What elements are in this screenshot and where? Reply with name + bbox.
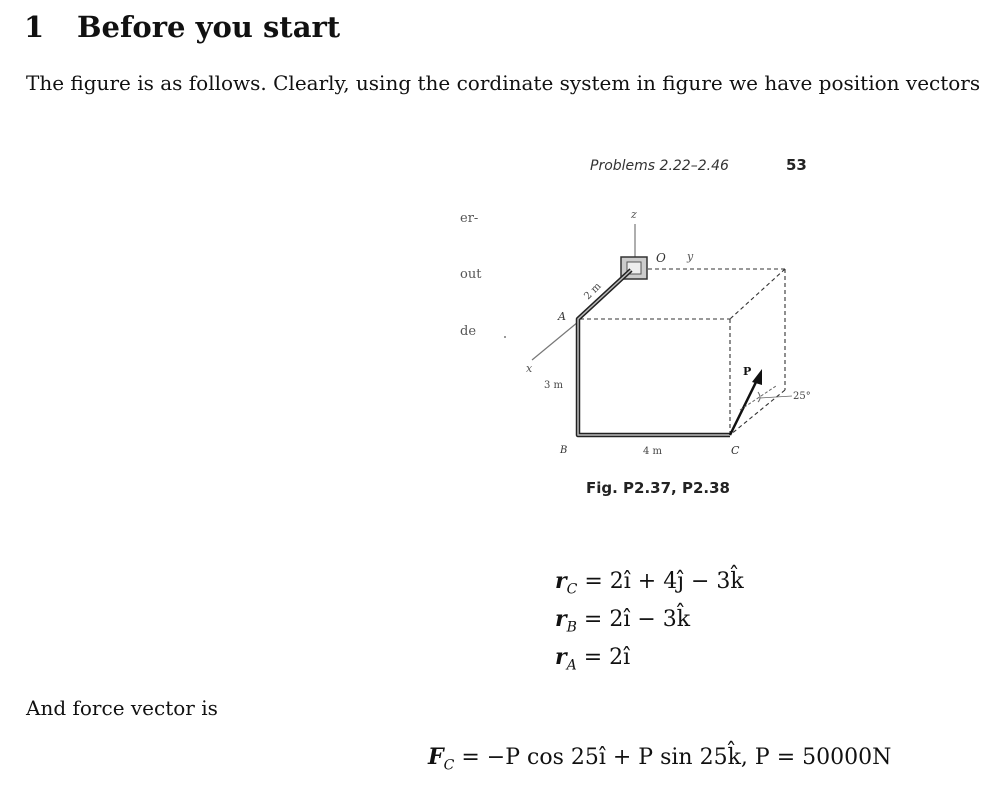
figure-page-number: 53 — [786, 156, 807, 174]
equation-rC — [555, 562, 744, 600]
force-arrow — [730, 378, 758, 435]
eq-rhs: = 2î + 4ĵ − 3k̂ — [584, 569, 744, 594]
textbook-figure — [440, 120, 840, 510]
label-2m: 2 m — [582, 280, 604, 303]
equation-rA — [555, 638, 744, 676]
eq-symbol: r — [555, 606, 567, 632]
section-title: Before you start — [77, 10, 341, 44]
force-arrowhead — [752, 369, 762, 385]
label-P: P — [743, 365, 752, 378]
eq-subscript: B — [566, 619, 577, 636]
label-angle: 25° — [793, 391, 811, 402]
label-A: A — [558, 310, 566, 323]
label-x: x — [526, 362, 533, 375]
eq-symbol: r — [555, 644, 567, 670]
margin-fragment: out — [460, 267, 482, 282]
margin-fragment: de — [460, 324, 477, 339]
eq-rhs: = −P cos 25î + P sin 25k̂, P = 50000N — [461, 745, 892, 770]
force-equation — [428, 744, 891, 773]
figure-header: Problems 2.22–2.46 — [590, 158, 729, 174]
eq-subscript: A — [566, 657, 577, 674]
label-C: C — [731, 444, 740, 457]
label-y: y — [687, 250, 694, 263]
bent-bar — [578, 270, 730, 435]
label-z: z — [631, 208, 637, 221]
position-equations — [555, 562, 744, 676]
label-B: B — [560, 445, 568, 456]
label-O: O — [656, 251, 666, 265]
x-axis — [532, 322, 578, 360]
label-3m: 3 m — [544, 380, 564, 391]
label-4m: 4 m — [643, 446, 663, 457]
eq-subscript: C — [566, 581, 578, 598]
box-dashed-edges — [580, 269, 785, 435]
intro-paragraph: The figure is as follows. Clearly, using the cordinate system in figure we have position vectors — [26, 71, 981, 95]
eq-symbol: r — [555, 568, 567, 594]
eq-subscript: C — [443, 757, 455, 774]
eq-rhs: = 2î − 3k̂ — [583, 607, 691, 632]
equation-rB — [555, 600, 744, 638]
margin-fragment: er- — [460, 211, 479, 226]
figure-caption: Fig. P2.37, P2.38 — [586, 479, 730, 497]
force-intro: And force vector is — [26, 696, 218, 720]
eq-rhs: = 2î — [583, 645, 631, 670]
eq-symbol: F — [428, 744, 444, 770]
section-number: 1 — [24, 10, 45, 44]
